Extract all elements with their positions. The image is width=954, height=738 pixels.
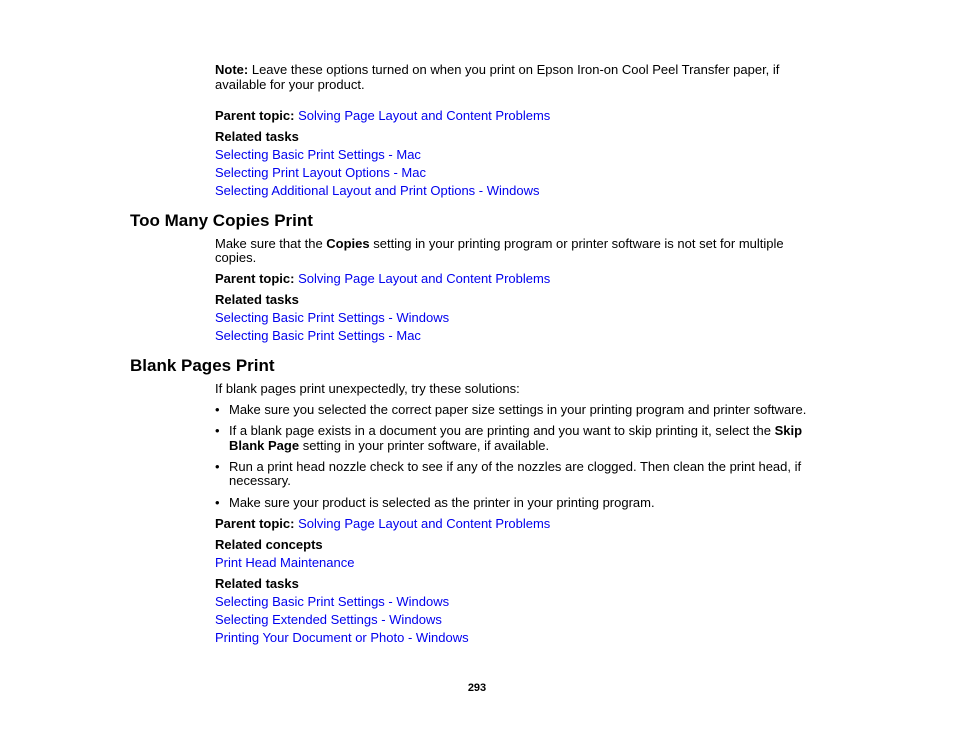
section1-body-pre: Make sure that the — [215, 236, 327, 251]
bullet-item-skip-blank-line-2 — [229, 439, 549, 453]
parent-topic-label: Parent topic: — [215, 108, 295, 123]
section-heading-blank-pages: Blank Pages Print — [130, 356, 275, 375]
note-text: Leave these options turned on when you print on Epson Iron-on Cool Peel Transfer paper, if — [251, 62, 780, 77]
section1-body-line-1 — [215, 237, 784, 251]
parent-topic — [215, 109, 550, 123]
related-task-link[interactable]: Selecting Basic Print Settings - Windows — [215, 594, 450, 609]
section-heading-too-many-copies: Too Many Copies Print — [130, 211, 313, 230]
bullet-marker: • — [215, 495, 220, 510]
page-number: 293 — [467, 682, 487, 694]
parent-topic-label: Parent topic: — [215, 271, 295, 286]
related-tasks-heading: Related tasks — [215, 129, 299, 144]
related-task-link[interactable]: Selecting Print Layout Options - Mac — [215, 165, 426, 180]
parent-topic-link[interactable]: Solving Page Layout and Content Problems — [298, 271, 551, 286]
related-concept-link[interactable]: Print Head Maintenance — [215, 555, 355, 570]
bullet-item-nozzle-check-line-2: necessary. — [229, 473, 291, 488]
related-tasks-heading: Related tasks — [215, 292, 299, 307]
parent-topic — [215, 517, 550, 531]
related-tasks-heading: Related tasks — [215, 576, 299, 591]
bullet-item-product-selected: Make sure your product is selected as the printer in your printing program. — [229, 495, 655, 510]
bullet-item-paper-size: Make sure you selected the correct paper size settings in your printing program and printer software. — [229, 402, 807, 417]
bullet-text: If a blank page exists in a document you are printing and you want to skip printing it, select the — [229, 423, 775, 438]
parent-topic-link[interactable]: Solving Page Layout and Content Problems — [298, 516, 551, 531]
copies-setting-name: Copies — [326, 236, 370, 251]
bullet-marker: • — [215, 423, 220, 438]
note-label: Note: — [215, 62, 249, 77]
parent-topic-link[interactable]: Solving Page Layout and Content Problems — [298, 108, 551, 123]
related-task-link[interactable]: Selecting Extended Settings - Windows — [215, 612, 442, 627]
related-concepts-heading: Related concepts — [215, 537, 323, 552]
note-line-2: available for your product. — [215, 77, 365, 92]
bullet-marker: • — [215, 459, 220, 474]
note-line-1 — [215, 63, 779, 77]
section2-intro: If blank pages print unexpectedly, try these solutions: — [215, 381, 520, 396]
bullet-item-nozzle-check-line-1: Run a print head nozzle check to see if any of the nozzles are clogged. Then clean the print head, if — [229, 459, 802, 474]
bullet-text: setting in your printer software, if available. — [299, 438, 550, 453]
bullet-marker: • — [215, 402, 220, 417]
skip-setting-name: Skip — [774, 423, 803, 438]
section1-body-line-2: copies. — [215, 250, 257, 265]
blank-page-setting-name: Blank Page — [229, 438, 300, 453]
parent-topic — [215, 272, 550, 286]
bullet-item-skip-blank-line-1 — [229, 424, 802, 438]
related-task-link[interactable]: Selecting Additional Layout and Print Options - Windows — [215, 183, 540, 198]
related-task-link[interactable]: Selecting Basic Print Settings - Mac — [215, 328, 421, 343]
related-task-link[interactable]: Selecting Basic Print Settings - Mac — [215, 147, 421, 162]
parent-topic-label: Parent topic: — [215, 516, 295, 531]
related-task-link[interactable]: Printing Your Document or Photo - Windows — [215, 630, 469, 645]
related-task-link[interactable]: Selecting Basic Print Settings - Windows — [215, 310, 450, 325]
section1-body-post: setting in your printing program or printer software is not set for multiple — [369, 236, 784, 251]
